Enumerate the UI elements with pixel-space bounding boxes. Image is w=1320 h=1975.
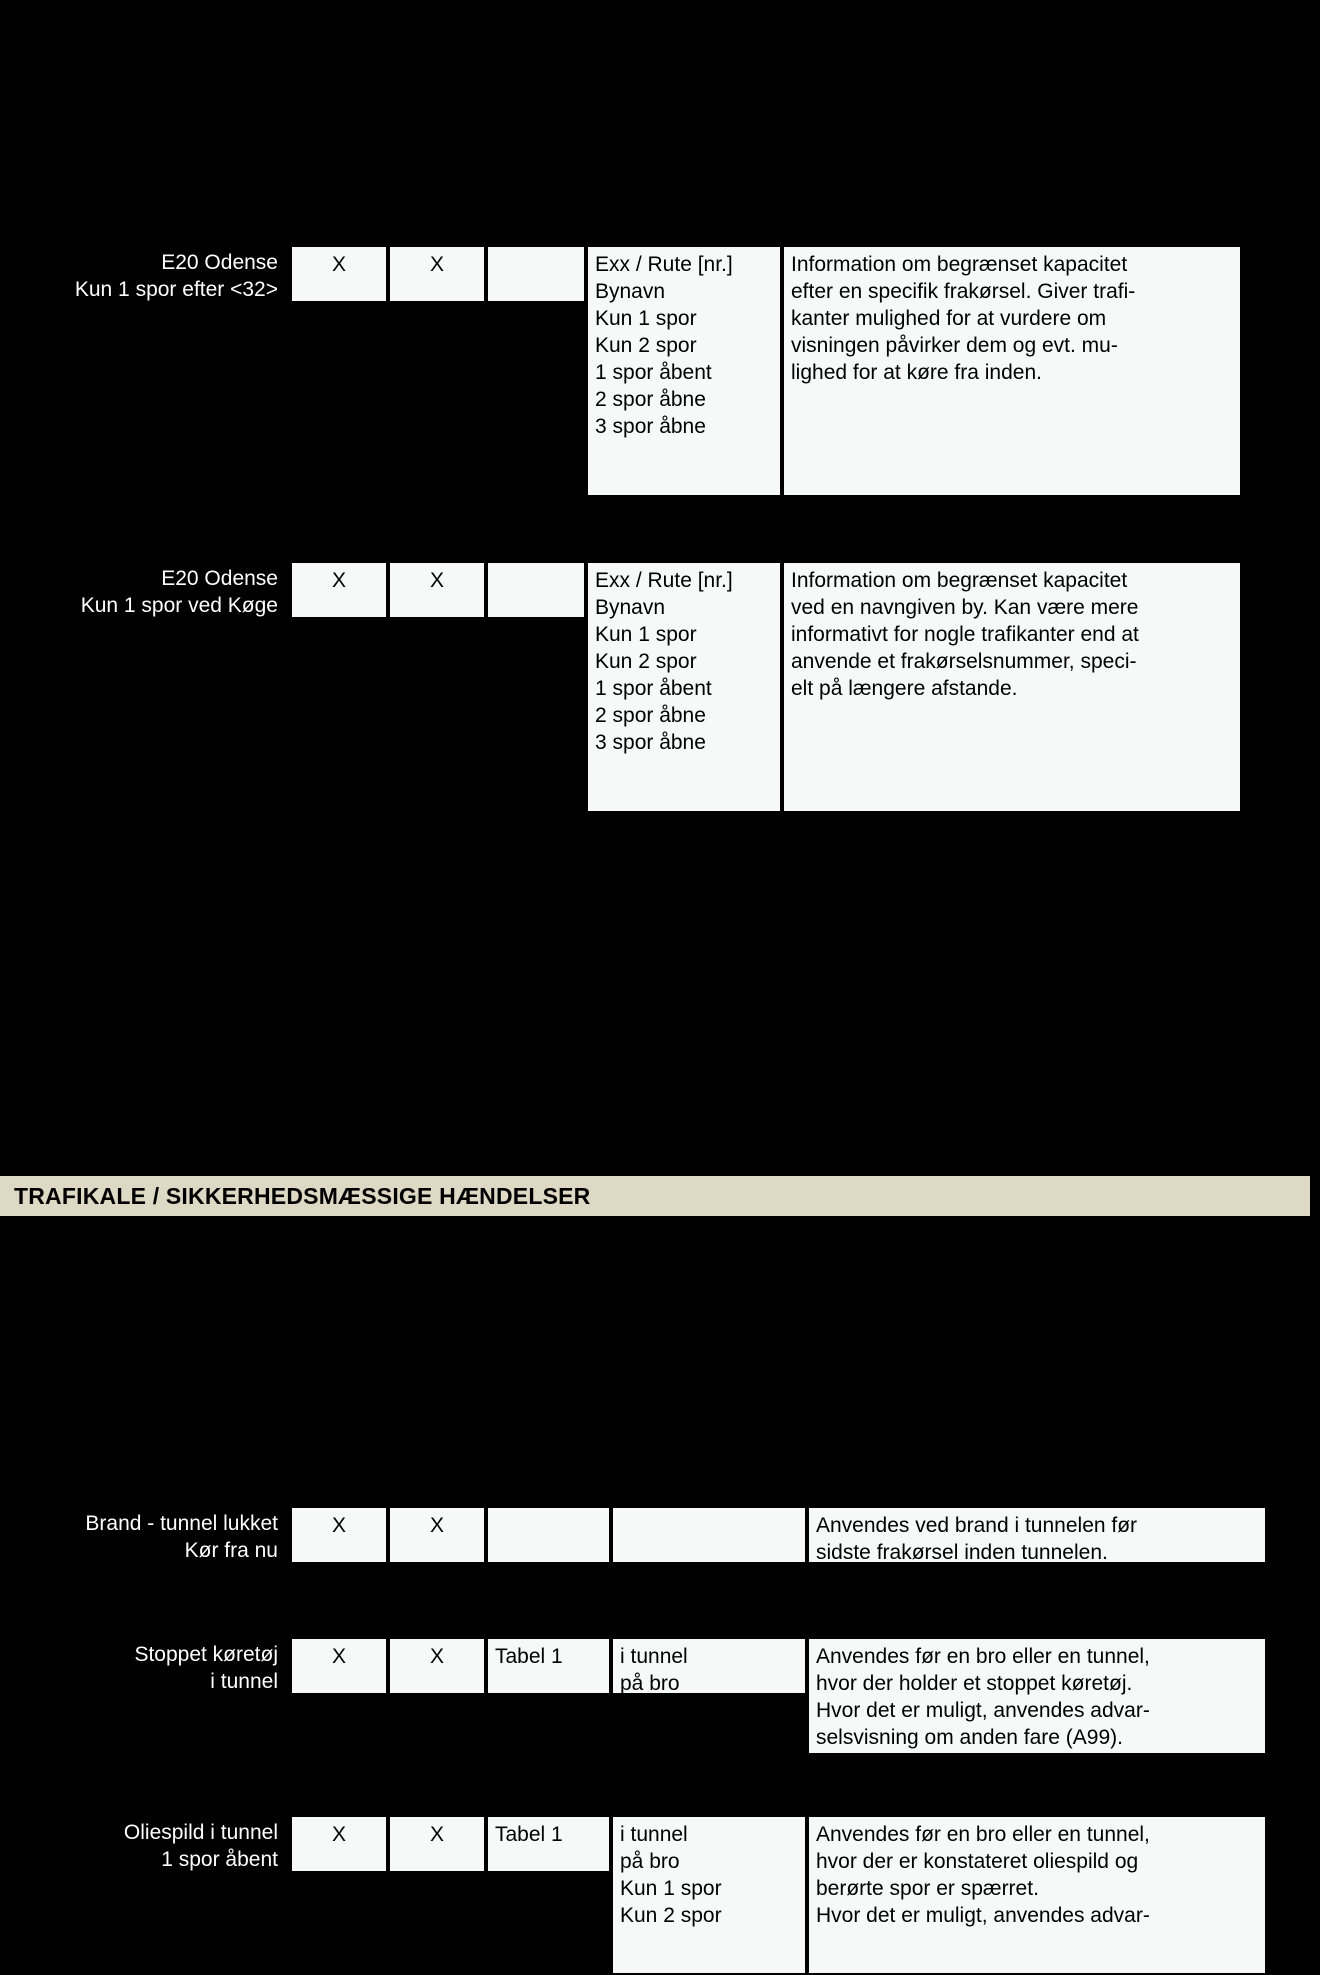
- row-label: [0, 1506, 290, 1564]
- section-banner-title: TRAFIKALE / SIKKERHEDSMÆSSIGE HÆNDELSER: [14, 1182, 591, 1209]
- cell-options: [611, 1637, 807, 1695]
- description-line: elt på længere afstande.: [791, 677, 1018, 700]
- cell-col1: X: [290, 245, 388, 303]
- option-item: Exx / Rute [nr.]: [595, 253, 733, 276]
- cell-description: [807, 1815, 1267, 1975]
- cell-description: [807, 1506, 1267, 1564]
- cell-col1: X: [290, 1506, 388, 1564]
- description-line: ved en navngiven by. Kan være mere: [791, 596, 1139, 619]
- description-line: berørte spor er spærret.: [816, 1877, 1039, 1900]
- row-label-line2: Kun 1 spor ved Køge: [80, 594, 278, 617]
- table-row: [0, 1506, 1267, 1564]
- description-line: Information om begrænset kapacitet: [791, 253, 1128, 276]
- description-line: lighed for at køre fra inden.: [791, 361, 1042, 384]
- row-label: [0, 245, 290, 497]
- row-label-line2: Kør fra nu: [184, 1539, 278, 1562]
- description-line: Anvendes før en bro eller en tunnel,: [816, 1823, 1150, 1846]
- description-line: Anvendes før en bro eller en tunnel,: [816, 1645, 1150, 1668]
- cell-col3: [486, 1506, 611, 1564]
- description-line: efter en specifik frakørsel. Giver trafi-: [791, 280, 1136, 303]
- row-label-line2: i tunnel: [210, 1670, 278, 1693]
- option-item: 1 spor åbent: [595, 677, 712, 700]
- row-label-line1: Oliespild i tunnel: [123, 1821, 278, 1844]
- row-label-line1: E20 Odense: [161, 567, 278, 590]
- description-line: Information om begrænset kapacitet: [791, 569, 1128, 592]
- option-item: 2 spor åbne: [595, 704, 706, 727]
- cell-description: [807, 1637, 1267, 1755]
- option-item: Kun 1 spor: [595, 623, 697, 646]
- cell-col3: Tabel 1: [486, 1815, 611, 1873]
- option-item: 3 spor åbne: [595, 731, 706, 754]
- option-item: Kun 2 spor: [620, 1904, 722, 1927]
- description-line: Hvor det er muligt, anvendes advar-: [816, 1904, 1150, 1927]
- description-line: visningen påvirker dem og evt. mu-: [791, 334, 1118, 357]
- cell-description: [782, 561, 1242, 813]
- option-item: 3 spor åbne: [595, 415, 706, 438]
- cell-description: [782, 245, 1242, 497]
- option-item: 2 spor åbne: [595, 388, 706, 411]
- cell-options: [586, 561, 782, 813]
- row-label: [0, 1815, 290, 1975]
- cell-col2: X: [388, 245, 486, 303]
- row-label-line1: Stoppet køretøj: [134, 1643, 278, 1666]
- option-item: Kun 2 spor: [595, 334, 697, 357]
- table-row: [0, 245, 1242, 497]
- option-item: på bro: [620, 1672, 680, 1695]
- row-label-line2: Kun 1 spor efter <32>: [74, 278, 278, 301]
- section-banner: [0, 1175, 1310, 1217]
- cell-options: [611, 1506, 807, 1564]
- cell-col3: [486, 245, 586, 303]
- cell-col1: X: [290, 1815, 388, 1873]
- row-label: [0, 561, 290, 813]
- cell-col3: Tabel 1: [486, 1637, 611, 1695]
- row-label-line2: 1 spor åbent: [161, 1848, 278, 1871]
- option-item: Kun 1 spor: [595, 307, 697, 330]
- option-item: Bynavn: [595, 280, 666, 303]
- cell-col2: X: [388, 561, 486, 619]
- cell-col1: X: [290, 561, 388, 619]
- cell-col2: X: [388, 1506, 486, 1564]
- description-line: kanter mulighed for at vurdere om: [791, 307, 1107, 330]
- row-label-line1: E20 Odense: [161, 251, 278, 274]
- table-row: [0, 1637, 1267, 1755]
- option-item: Bynavn: [595, 596, 666, 619]
- row-label: [0, 1637, 290, 1755]
- option-item: på bro: [620, 1850, 680, 1873]
- description-line: selsvisning om anden fare (A99).: [816, 1726, 1123, 1749]
- cell-options: [611, 1815, 807, 1975]
- cell-col1: X: [290, 1637, 388, 1695]
- description-line: anvende et frakørselsnummer, speci-: [791, 650, 1137, 673]
- table-row: [0, 561, 1242, 813]
- option-item: i tunnel: [620, 1645, 688, 1668]
- cell-col2: X: [388, 1815, 486, 1873]
- description-line: Hvor det er muligt, anvendes advar-: [816, 1699, 1150, 1722]
- description-line: Anvendes ved brand i tunnelen før: [816, 1514, 1138, 1537]
- option-item: Exx / Rute [nr.]: [595, 569, 733, 592]
- row-label-line1: Brand - tunnel lukket: [85, 1512, 278, 1535]
- description-line: informativt for nogle trafikanter end at: [791, 623, 1139, 646]
- cell-options: [586, 245, 782, 497]
- cell-col3: [486, 561, 586, 619]
- option-item: Kun 1 spor: [620, 1877, 722, 1900]
- description-line: sidste frakørsel inden tunnelen.: [816, 1541, 1108, 1564]
- description-line: hvor der er konstateret oliespild og: [816, 1850, 1139, 1873]
- option-item: i tunnel: [620, 1823, 688, 1846]
- description-line: hvor der holder et stoppet køretøj.: [816, 1672, 1133, 1695]
- table-row: [0, 1815, 1267, 1975]
- cell-col2: X: [388, 1637, 486, 1695]
- option-item: 1 spor åbent: [595, 361, 712, 384]
- option-item: Kun 2 spor: [595, 650, 697, 673]
